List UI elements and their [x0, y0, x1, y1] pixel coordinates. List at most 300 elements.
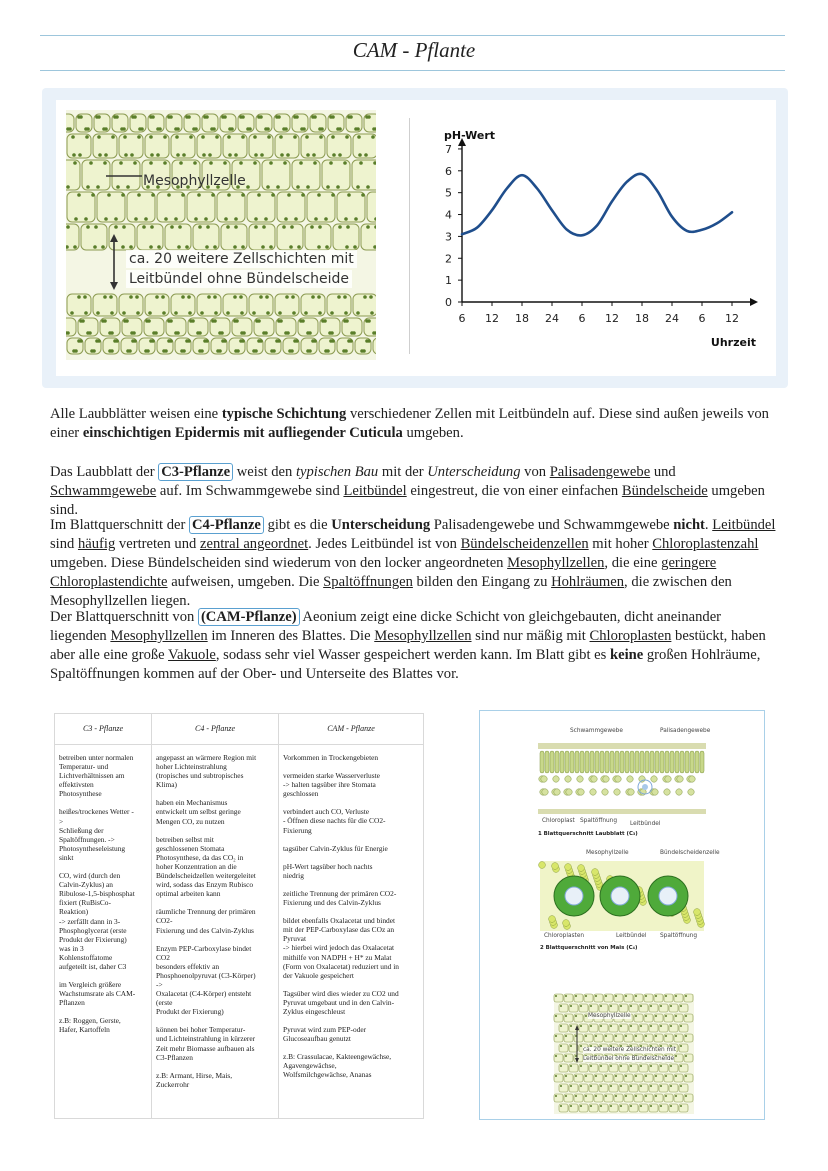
cell: [157, 192, 185, 222]
chloroplast: [239, 295, 243, 299]
chloroplast: [295, 115, 299, 119]
d2-label-bundle: Leitbündel: [616, 933, 647, 939]
chloroplast: [239, 161, 243, 165]
chloroplast: [600, 1005, 602, 1007]
chloroplast: [104, 217, 108, 221]
chloroplast: [164, 217, 168, 221]
chloroplast: [297, 245, 301, 249]
chloroplast: [86, 225, 90, 229]
chloroplast: [665, 1035, 667, 1037]
cam-cell: [584, 1094, 593, 1102]
spongy-cell: [541, 776, 547, 782]
cam-cell: [644, 1074, 653, 1082]
cam-cell: [679, 1024, 688, 1032]
chloroplast: [240, 311, 244, 315]
cam-cell: [634, 994, 643, 1002]
chloroplast: [108, 331, 112, 335]
cam-cell: [579, 1084, 588, 1092]
chloroplast: [230, 127, 234, 131]
header-rule-top: [40, 35, 785, 36]
chloroplast: [78, 153, 82, 157]
palisade-cell: [630, 751, 634, 773]
chloroplast: [575, 995, 577, 997]
chloroplast: [555, 995, 557, 997]
chloroplast: [292, 311, 296, 315]
spongy-cell: [590, 789, 596, 795]
chloroplast: [605, 1095, 607, 1097]
chloroplast: [284, 217, 288, 221]
column-body-cam: [279, 745, 423, 1080]
chloroplast: [121, 193, 125, 197]
x-axis-label: Uhrzeit: [710, 336, 756, 349]
chloroplast: [226, 311, 230, 315]
chloroplast: [565, 1035, 567, 1037]
chloroplast: [114, 217, 118, 221]
cam-cell: [654, 1034, 663, 1042]
cam-cell: [559, 1084, 568, 1092]
chloroplast: [675, 1095, 677, 1097]
x-tick-label: 12: [485, 312, 499, 325]
chloroplast: [259, 339, 263, 343]
chloroplast: [228, 153, 232, 157]
chloroplast: [207, 295, 211, 299]
spongy-cell: [677, 776, 683, 782]
chloroplast: [680, 1065, 682, 1067]
chloroplast: [116, 185, 120, 189]
y-tick-label: 0: [445, 296, 452, 309]
chloroplast: [181, 295, 185, 299]
palisade-cell: [610, 751, 614, 773]
chloroplast: [332, 153, 336, 157]
y-tick-label: 3: [445, 230, 452, 244]
chloroplast: [259, 295, 263, 299]
chloroplast: [72, 153, 76, 157]
chloroplast: [630, 1105, 632, 1107]
chloroplast: [595, 995, 597, 997]
chloroplast: [640, 1065, 642, 1067]
header-rule-bottom: [40, 70, 785, 71]
chloroplast: [201, 135, 205, 139]
chloroplast: [685, 995, 687, 997]
chloroplast: [319, 135, 323, 139]
spongy-cell: [554, 789, 560, 795]
palisade-cell: [650, 751, 654, 773]
chloroplast: [262, 331, 266, 335]
chloroplast: [295, 339, 299, 343]
chloroplast: [590, 1065, 592, 1067]
chloroplast: [277, 115, 281, 119]
chloroplast: [98, 153, 102, 157]
chloroplast: [140, 127, 144, 131]
table-cell: vermeiden starke Wasserverluste -> halten tagsüber ihre Stomata geschlossen: [283, 771, 380, 799]
chloroplast: [650, 1065, 652, 1067]
chloroplast: [74, 217, 78, 221]
y-axis-label: pH-Wert: [444, 129, 496, 142]
chloroplast: [223, 115, 227, 119]
chloroplast: [595, 1095, 597, 1097]
chloroplast: [234, 225, 238, 229]
chloroplast: [151, 115, 155, 119]
chloroplast: [635, 995, 637, 997]
spongy-cell: [639, 776, 645, 782]
cam-cell: [564, 1054, 573, 1062]
chloroplast: [590, 1025, 592, 1027]
chloroplast: [560, 1025, 562, 1027]
chloroplast: [79, 339, 83, 343]
chloroplast: [257, 193, 261, 197]
chloroplast: [181, 193, 185, 197]
chloroplast: [279, 135, 283, 139]
cell: [352, 160, 376, 190]
chloroplast: [650, 1005, 652, 1007]
chloroplast: [345, 135, 349, 139]
chloroplast: [306, 185, 310, 189]
cam-cell: [649, 1004, 658, 1012]
chloroplast: [134, 217, 138, 221]
cam-cell: [559, 1024, 568, 1032]
d1-caption: 1 Blattquerschnitt Laubblatt (C₃): [538, 831, 638, 837]
mesophyll-cell: [565, 864, 572, 871]
cell: [67, 192, 95, 222]
chloroplast: [347, 193, 351, 197]
cam-cell: [639, 1064, 648, 1072]
chloroplast: [283, 161, 287, 165]
chloroplast: [271, 193, 275, 197]
chloroplast: [123, 135, 127, 139]
table-cell: CO, wird (durch den Calvin-Zyklus) an Ribulose-1,5-bisphosphat fixiert (RuBisCo- Reaktion) -> zerfällt dann in 3- Phosphoglycerat (erste Produkt der Fixierung) was in 3 Kohlenstoffatome aufgeteilt ist, daher C3: [59, 871, 135, 971]
chloroplast: [640, 1105, 642, 1107]
chloroplast: [565, 1055, 567, 1057]
chloroplast: [174, 311, 178, 315]
cam-cell: [644, 994, 653, 1002]
chloroplast: [164, 349, 168, 353]
cam-cell: [559, 1004, 568, 1012]
cam-cell: [604, 1094, 613, 1102]
chloroplast: [66, 225, 70, 229]
chloroplast: [306, 153, 310, 157]
cam-cell: [679, 1044, 688, 1052]
chloroplast: [129, 295, 133, 299]
chloroplast: [645, 1075, 647, 1077]
cam-cell: [659, 1004, 668, 1012]
chloroplast: [254, 153, 258, 157]
chloroplast: [114, 225, 118, 229]
chloroplast: [205, 339, 209, 343]
chloroplast: [214, 311, 218, 315]
chloroplast: [170, 225, 174, 229]
chloroplast: [670, 1085, 672, 1087]
chloroplast: [570, 1085, 572, 1087]
chloroplast: [133, 161, 137, 165]
chloroplast: [680, 1025, 682, 1027]
cam-cell: [619, 1104, 628, 1112]
chloroplast: [570, 1065, 572, 1067]
cell: [127, 192, 155, 222]
palisade-cell: [545, 751, 549, 773]
spongy-cell: [676, 789, 682, 795]
chloroplast: [218, 331, 222, 335]
chloroplast: [265, 295, 269, 299]
chloroplast: [580, 1045, 582, 1047]
column-cam: [279, 714, 423, 1118]
chloroplast: [254, 349, 258, 353]
chloroplast: [272, 349, 276, 353]
chloroplast: [306, 331, 310, 335]
spongy-cell: [602, 789, 608, 795]
chloroplast: [580, 1025, 582, 1027]
chloroplast: [605, 1075, 607, 1077]
cam-cell: [619, 1004, 628, 1012]
chloroplast: [575, 1095, 577, 1097]
chloroplast: [665, 1095, 667, 1097]
column-header-c4: C4 - Pflanze: [152, 714, 278, 745]
cam-cell: [604, 994, 613, 1002]
cam-cell: [564, 1014, 573, 1022]
chloroplast: [325, 245, 329, 249]
chloroplast: [86, 185, 90, 189]
cam-cell: [604, 1034, 613, 1042]
chloroplast: [685, 1055, 687, 1057]
chloroplast: [187, 295, 191, 299]
chloroplast: [555, 1015, 557, 1017]
leaf-label-mesophyll: Mesophyllzelle: [143, 173, 246, 189]
chloroplast: [356, 311, 360, 315]
chloroplast: [84, 311, 88, 315]
cell: [217, 192, 245, 222]
chloroplast: [277, 339, 281, 343]
chloroplast: [284, 127, 288, 131]
chloroplast: [264, 217, 268, 221]
cam-cell: [669, 1064, 678, 1072]
mesophyll-cell: [563, 920, 570, 927]
chloroplast: [83, 295, 87, 299]
chloroplast: [103, 295, 107, 299]
chloroplast: [289, 245, 293, 249]
chloroplast: [187, 339, 191, 343]
chloroplast: [364, 153, 368, 157]
chloroplast: [344, 217, 348, 221]
chloroplast: [255, 319, 259, 323]
chloroplast: [260, 153, 264, 157]
cam-leaf-illustration: [66, 110, 376, 360]
chloroplast: [635, 1095, 637, 1097]
cam-cell: [674, 1014, 683, 1022]
table-cell: z.B: Roggen, Gerste, Hafer, Kartoffeln: [59, 1016, 121, 1035]
chloroplast: [326, 349, 330, 353]
chloroplast: [670, 1065, 672, 1067]
chloroplast: [96, 185, 100, 189]
chloroplast: [675, 995, 677, 997]
cam-cell: [554, 1054, 563, 1062]
chloroplast: [150, 225, 154, 229]
chloroplast: [294, 217, 298, 221]
chloroplast: [615, 995, 617, 997]
chloroplast: [200, 311, 204, 315]
page-title: CAM - Pflante: [352, 38, 476, 62]
cam-cell: [624, 1074, 633, 1082]
chloroplast: [338, 225, 342, 229]
chloroplast: [324, 217, 328, 221]
chloroplast: [176, 153, 180, 157]
table-cell: im Vergleich größere Wachstumsrate als CAM- Pflanzen: [59, 980, 136, 1008]
chloroplast: [655, 1095, 657, 1097]
chloroplast: [331, 339, 335, 343]
chloroplast: [640, 1025, 642, 1027]
chloroplast: [595, 1075, 597, 1077]
chloroplast: [590, 1085, 592, 1087]
chloroplast: [79, 115, 83, 119]
cam-cell: [604, 1074, 613, 1082]
palisade-cell: [605, 751, 609, 773]
chloroplast: [291, 295, 295, 299]
palisade-cell: [580, 751, 584, 773]
spongy-cell: [578, 789, 584, 795]
cam-cell: [654, 1094, 663, 1102]
ph-series-line: [462, 174, 732, 236]
chloroplast: [252, 311, 256, 315]
chloroplast: [211, 193, 215, 197]
chloroplast: [615, 1035, 617, 1037]
spongy-cell: [665, 776, 671, 782]
leaf-label-layers-2: Leitbündel ohne Bündelscheide: [126, 270, 352, 288]
chloroplast: [259, 115, 263, 119]
chloroplast: [248, 127, 252, 131]
cell: [367, 192, 376, 222]
chloroplast: [189, 319, 193, 323]
chloroplast: [685, 1035, 687, 1037]
chloroplast: [372, 331, 376, 335]
chloroplast: [267, 135, 271, 139]
cam-cell: [619, 1064, 628, 1072]
chloroplast: [555, 1075, 557, 1077]
chloroplast: [350, 331, 354, 335]
cam-cell: [579, 1064, 588, 1072]
spongy-cell: [652, 789, 658, 795]
chloroplast: [560, 1005, 562, 1007]
cam-cell: [609, 1084, 618, 1092]
chloroplast: [660, 1065, 662, 1067]
chloroplast: [146, 349, 150, 353]
chloroplast: [135, 295, 139, 299]
chloroplast: [163, 161, 167, 165]
cam-cell: [669, 1024, 678, 1032]
chloroplast: [590, 1105, 592, 1107]
chloroplast: [200, 349, 204, 353]
chloroplast: [635, 1075, 637, 1077]
cam-cell: [664, 1034, 673, 1042]
chloroplast: [103, 161, 107, 165]
x-tick-label: 18: [515, 312, 529, 325]
chloroplast: [276, 185, 280, 189]
cam-cell: [599, 1084, 608, 1092]
chloroplast: [630, 1005, 632, 1007]
chloroplast: [365, 319, 369, 323]
chloroplast: [162, 311, 166, 315]
table-cell: räumliche Trennung der primären CO2- Fixierung und des Calvin-Zyklus: [156, 907, 256, 935]
chloroplast: [349, 115, 353, 119]
chloroplast: [212, 127, 216, 131]
cam-cell: [584, 1034, 593, 1042]
cam-cell: [554, 1034, 563, 1042]
cam-cell: [584, 994, 593, 1002]
y-tick-label: 2: [445, 252, 452, 266]
chloroplast: [79, 319, 83, 323]
chloroplast: [640, 1005, 642, 1007]
cam-cell: [614, 1094, 623, 1102]
chloroplast: [163, 135, 167, 139]
cam-cell: [554, 1094, 563, 1102]
chloroplast: [126, 185, 130, 189]
table-cell: heißes/trockenes Wetter - > Schließung der Spaltöffnungen. -> Photosyntheseleistung sinkt: [59, 807, 134, 862]
cam-cell: [649, 1104, 658, 1112]
chloroplast: [344, 311, 348, 315]
spongy-cell: [664, 789, 670, 795]
cam-cell: [589, 1084, 598, 1092]
leaf-label-layers-1: ca. 20 weitere Zellschichten mit: [126, 250, 357, 268]
table-cell: Pyruvat wird zum PEP-oder Glucoseaufbau genutzt: [283, 1025, 367, 1044]
mesophyll-cell: [592, 869, 599, 876]
table-cell: Vorkommen in Trockengebieten: [283, 753, 379, 762]
chloroplast: [321, 319, 325, 323]
spongy-cell: [591, 776, 597, 782]
chloroplast: [296, 185, 300, 189]
chloroplast: [224, 217, 228, 221]
table-cell: z.B: Crassulacae, Kakteengewächse, Agavengewächse, Wolfsmilchgewächse, Ananas: [283, 1052, 392, 1080]
chloroplast: [151, 193, 155, 197]
chloroplast: [121, 245, 125, 249]
chloroplast: [145, 319, 149, 323]
chloroplast: [354, 217, 358, 221]
chloroplast: [371, 135, 375, 139]
cam-cell: [664, 994, 673, 1002]
chloroplast: [111, 135, 115, 139]
cam-cell: [559, 1064, 568, 1072]
d3-label-layers-2: Leitbündel ohne Bündelscheide: [583, 1056, 675, 1062]
chloroplast: [223, 339, 227, 343]
cam-cell: [579, 1004, 588, 1012]
chloroplast: [610, 1065, 612, 1067]
chloroplast: [620, 1025, 622, 1027]
figure-divider: [409, 118, 410, 354]
cam-cell: [679, 1004, 688, 1012]
chloroplast: [610, 1025, 612, 1027]
cam-cell: [579, 1104, 588, 1112]
table-cell: haben ein Mechanismus entwickelt um selbst geringe Mengen CO, zu nutzen: [156, 798, 241, 826]
chloroplast: [555, 1055, 557, 1057]
cam-cell: [564, 1094, 573, 1102]
cam-cell: [609, 1064, 618, 1072]
chloroplast: [565, 995, 567, 997]
chloroplast: [685, 1015, 687, 1017]
d1-label-bundle: Leitbündel: [630, 821, 661, 827]
cam-cell: [634, 1014, 643, 1022]
chloroplast: [286, 153, 290, 157]
chloroplast: [290, 225, 294, 229]
chloroplast: [338, 153, 342, 157]
chloroplast: [157, 245, 161, 249]
chloroplast: [585, 1015, 587, 1017]
chloroplast: [330, 311, 334, 315]
chloroplast: [311, 295, 315, 299]
chloroplast: [620, 1005, 622, 1007]
chloroplast: [93, 245, 97, 249]
cam-cell: [649, 1024, 658, 1032]
chloroplast: [241, 339, 245, 343]
chloroplast: [305, 135, 309, 139]
chloroplast: [287, 193, 291, 197]
chloroplast: [337, 295, 341, 299]
cam-cell: [564, 1034, 573, 1042]
